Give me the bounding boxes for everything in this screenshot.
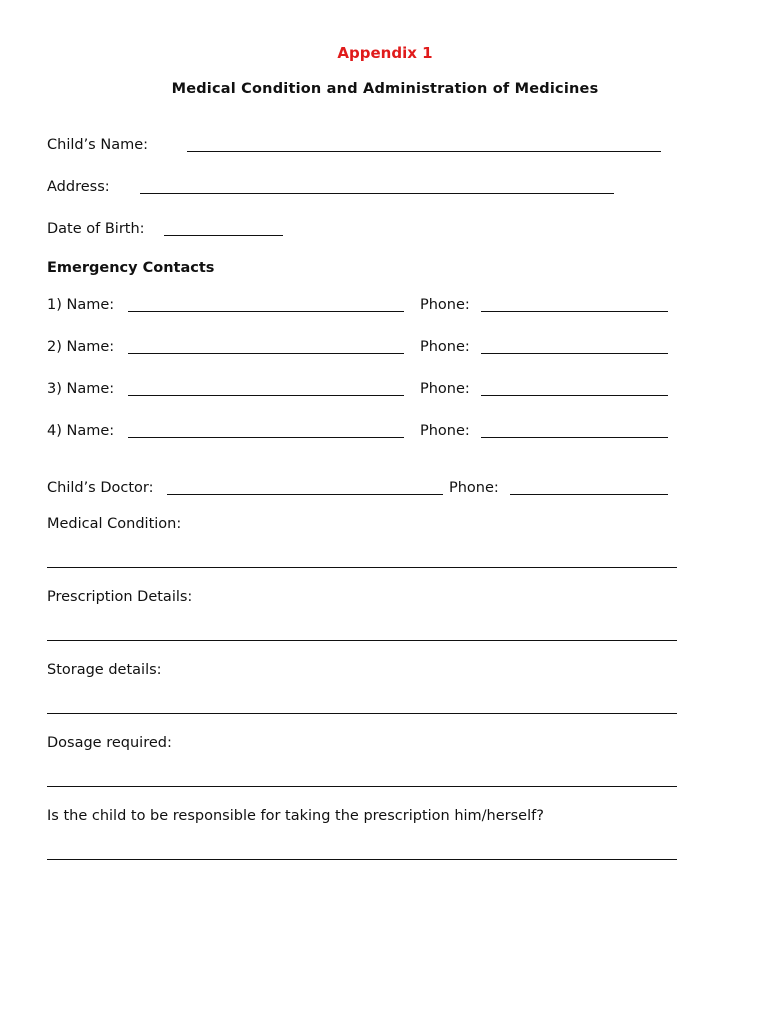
contact-4-phone-field[interactable] (481, 422, 668, 438)
contact-3-name-label: 3) Name: (47, 381, 115, 397)
doctor-phone-label: Phone: (449, 480, 499, 496)
contact-3-phone-field[interactable] (481, 380, 668, 396)
appendix-label: Appendix 1 (337, 44, 433, 62)
child-name-label: Child’s Name: (47, 137, 149, 153)
dob-label: Date of Birth: (47, 221, 145, 237)
contact-1-name-field[interactable] (128, 296, 404, 312)
contact-4-name-field[interactable] (128, 422, 404, 438)
prescription-details-line[interactable] (47, 640, 677, 641)
contact-1-phone-field[interactable] (481, 296, 668, 312)
page-title: Medical Condition and Administration of Medicines (171, 81, 599, 97)
address-field[interactable] (140, 178, 614, 194)
contact-4-name-label: 4) Name: (47, 423, 115, 439)
dob-field[interactable] (164, 220, 283, 236)
contact-2-name-field[interactable] (128, 338, 404, 354)
doctor-field[interactable] (167, 479, 443, 495)
contact-3-name-field[interactable] (128, 380, 404, 396)
doctor-label: Child’s Doctor: (47, 480, 154, 496)
doctor-phone-field[interactable] (510, 479, 668, 495)
prescription-details-label: Prescription Details: (47, 589, 193, 605)
self-administration-line[interactable] (47, 859, 677, 860)
medical-condition-label: Medical Condition: (47, 516, 182, 532)
address-label: Address: (47, 179, 110, 195)
storage-details-line[interactable] (47, 713, 677, 714)
storage-details-label: Storage details: (47, 662, 162, 678)
child-name-field[interactable] (187, 136, 661, 152)
contact-1-phone-label: Phone: (420, 297, 470, 313)
dosage-required-line[interactable] (47, 786, 677, 787)
emergency-contacts-heading: Emergency Contacts (47, 260, 215, 276)
contact-3-phone-label: Phone: (420, 381, 470, 397)
contact-1-name-label: 1) Name: (47, 297, 115, 313)
dosage-required-label: Dosage required: (47, 735, 172, 751)
contact-4-phone-label: Phone: (420, 423, 470, 439)
self-administration-question: Is the child to be responsible for taking the prescription him/herself? (47, 808, 544, 824)
contact-2-phone-label: Phone: (420, 339, 470, 355)
contact-2-name-label: 2) Name: (47, 339, 115, 355)
medical-condition-line[interactable] (47, 567, 677, 568)
contact-2-phone-field[interactable] (481, 338, 668, 354)
